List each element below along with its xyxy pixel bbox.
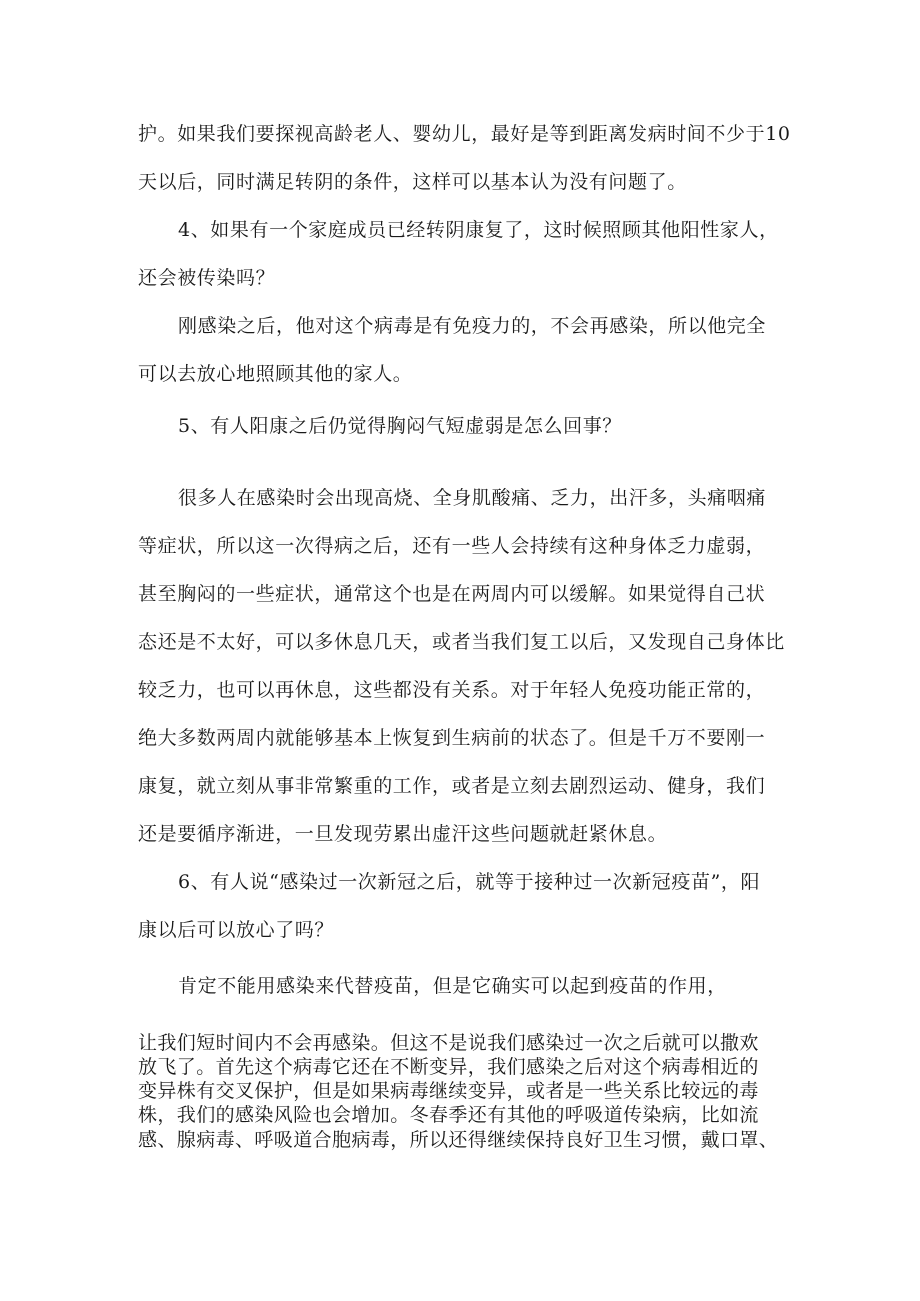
text-line: 感、腺病毒、呼吸道合胞病毒，所以还得继续保持良好卫生习惯，戴口罩、 (138, 1129, 779, 1151)
text-line: 较乏力，也可以再休息，这些都没有关系。对于年轻人免疫功能正常的， (138, 679, 766, 701)
text-line: 甚至胸闷的一些症状，通常这个也是在两周内可以缓解。如果觉得自己状 (138, 583, 766, 605)
question-heading: 还会被传染吗？ (138, 267, 276, 289)
text-line: 让我们短时间内不会再感染。但这不是说我们感染过一次之后就可以撒欢 (138, 1032, 759, 1054)
text-line: 刚感染之后，他对这个病毒是有免疫力的，不会再感染，所以他完全 (178, 315, 767, 337)
text-line: 护。如果我们要探视高龄老人、婴幼儿，最好是等到距离发病时间不少于10 (138, 123, 791, 145)
text-line: 株，我们的感染风险也会增加。冬春季还有其他的呼吸道传染病，比如流 (138, 1104, 759, 1126)
question-heading: 4、如果有一个家庭成员已经转阴康复了，这时候照顾其他阳性家人， (178, 219, 779, 241)
text-line: 等症状，所以这一次得病之后，还有一些人会持续有这种身体乏力虚弱， (138, 535, 766, 557)
question-heading: 康以后可以放心了吗？ (138, 919, 335, 941)
question-heading: 5、有人阳康之后仍觉得胸闷气短虚弱是怎么回事？ (178, 415, 622, 437)
text-line: 还是要循序渐进，一旦发现劳累出虚汗这些问题就赶紧休息。 (138, 823, 668, 845)
text-line: 态还是不太好，可以多休息几天，或者当我们复工以后，又发现自己身体比 (138, 631, 785, 653)
text-line: 天以后，同时满足转阴的条件，这样可以基本认为没有问题了。 (138, 171, 687, 193)
question-heading: 6、有人说“感染过一次新冠之后，就等于接种过一次新冠疫苗”，阳 (178, 871, 761, 893)
text-line: 很多人在感染时会出现高烧、全身肌酸痛、乏力，出汗多，头痛咽痛 (178, 487, 767, 509)
text-line: 放飞了。首先这个病毒它还在不断变异，我们感染之后对这个病毒相近的 (138, 1056, 759, 1078)
text-line: 康复，就立刻从事非常繁重的工作，或者是立刻去剧烈运动、健身，我们 (138, 775, 766, 797)
text-line: 绝大多数两周内就能够基本上恢复到生病前的状态了。但是千万不要刚一 (138, 727, 766, 749)
text-line: 变异株有交叉保护，但是如果病毒继续变异，或者是一些关系比较远的毒 (138, 1080, 759, 1102)
text-line: 肯定不能用感染来代替疫苗，但是它确实可以起到疫苗的作用， (178, 975, 727, 997)
text-line: 可以去放心地照顾其他的家人。 (138, 363, 413, 385)
